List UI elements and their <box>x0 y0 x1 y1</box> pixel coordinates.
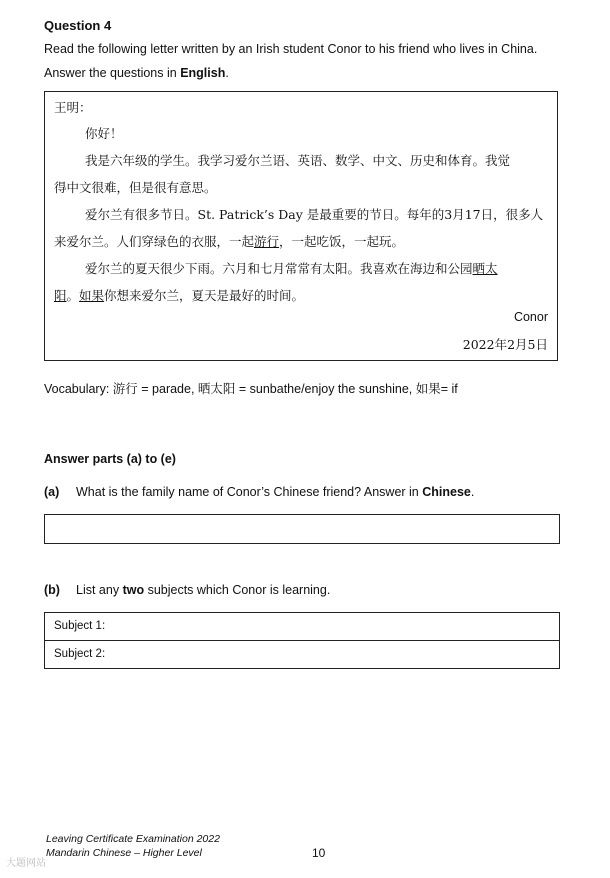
part-a-label <box>44 485 59 499</box>
subject-1-answer-row[interactable] <box>44 612 560 641</box>
letter-salutation: 王明： <box>54 100 92 115</box>
letter-p3-line1-a: 爱尔兰的夏天很少下雨。六月和七月常常有太阳。我喜欢在海边和公园 <box>85 261 473 276</box>
letter-box <box>44 91 558 361</box>
part-b-text-post: subjects which Conor is learning. <box>144 583 331 597</box>
intro-line-2-bold: English <box>180 66 226 80</box>
letter-p3-line2-b: 你想来爱尔兰，夏天是最好的时间。 <box>104 288 305 303</box>
subject-2-answer-row[interactable] <box>44 640 560 669</box>
part-b-number: (b) <box>44 583 60 597</box>
letter-p3-line2 <box>54 286 304 304</box>
letter-p3-line2-a: 。 <box>66 288 80 303</box>
letter-p1-line1: 我是六年级的学生。我学习爱尔兰语、英语、数学、中文、历史和体育。我觉 <box>85 153 511 168</box>
part-b-text-pre: List any <box>76 583 123 597</box>
footer-exam-title: Leaving Certificate Examination 2022 <box>46 833 220 845</box>
part-a-text-bold: Chinese <box>422 485 471 499</box>
sunbathe-word-part1: 晒太 <box>472 261 498 276</box>
footer-subject-level: Mandarin Chinese – Higher Level <box>46 847 202 859</box>
intro-line-1: Read the following letter written by an Irish student Conor to his friend who lives in China. <box>44 42 538 56</box>
part-a-answer-box[interactable] <box>44 514 560 544</box>
part-b-label <box>44 583 60 597</box>
letter-greeting: 你好！ <box>85 126 123 141</box>
letter-date: 2022年2月5日 <box>462 337 548 352</box>
letter-p2-line2-a: 来爱尔兰。人们穿绿色的衣服，一起 <box>54 234 255 249</box>
subject-1-label: Subject 1: <box>54 620 106 632</box>
intro-line-2-pre: Answer the questions in <box>44 66 181 80</box>
letter-p2-line2-b: ，一起吃饭，一起玩。 <box>279 234 405 249</box>
watermark-text: 大题网站 <box>6 858 46 869</box>
part-a-text-post: . <box>470 485 475 499</box>
parade-word: 游行 <box>254 234 280 249</box>
part-a-text-pre: What is the family name of Conor’s Chinese friend? Answer in <box>76 485 423 499</box>
part-b-question <box>76 583 330 597</box>
intro-line-2 <box>44 66 229 80</box>
subject-2-label: Subject 2: <box>54 648 106 660</box>
sunbathe-word-part2: 阳 <box>54 288 67 303</box>
part-b-text-bold: two <box>122 583 145 597</box>
letter-signature: Conor <box>513 310 548 324</box>
letter-p2-line1: 爱尔兰有很多节日。St. Patrick’s Day 是最重要的节日。每年的3月17日，很多人 <box>85 207 544 222</box>
question-title: Question 4 <box>44 18 112 33</box>
page-number: 10 <box>312 846 326 860</box>
answer-parts-heading: Answer parts (a) to (e) <box>44 452 176 466</box>
intro-line-2-post: . <box>225 66 229 80</box>
vocabulary-line: Vocabulary: 游行 = parade, 晒太阳 = sunbathe/enjoy the sunshine, 如果= if <box>44 382 458 396</box>
letter-p1-line2: 得中文很难，但是很有意思。 <box>54 180 217 195</box>
part-a-question <box>76 485 474 499</box>
letter-p3-line1 <box>85 259 498 277</box>
letter-p2-line2 <box>54 232 404 250</box>
part-a-number: (a) <box>44 485 60 499</box>
if-word: 如果 <box>79 288 105 303</box>
